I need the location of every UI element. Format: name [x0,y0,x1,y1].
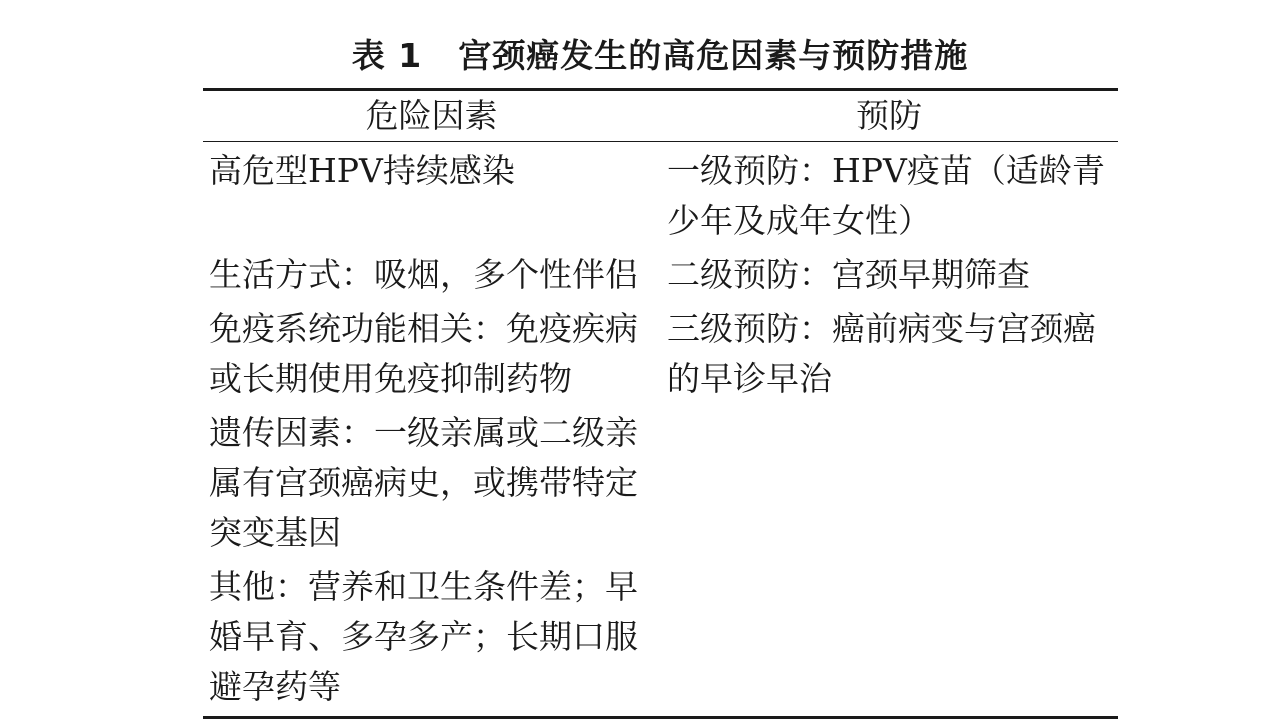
table-title [0,30,1280,82]
table-row [203,250,1118,300]
prevention-cell [660,408,1118,558]
prevention-cell: 一级预防：HPV疫苗（适龄青少年及成年女性） [667,151,1105,240]
header-prevention: 预防 [856,96,922,135]
prevention-cell [660,562,1118,712]
prevention-cell: 三级预防：癌前病变与宫颈癌的早诊早治 [667,309,1096,398]
risk-cell: 生活方式：吸烟，多个性伴侣 [209,255,638,294]
table-number: 表 1 [351,36,423,75]
table-row [203,408,1118,558]
prevention-cell: 二级预防：宫颈早期筛查 [667,255,1030,294]
risk-cell: 遗传因素：一级亲属或二级亲属有宫颈癌病史，或携带特定突变基因 [209,413,638,552]
table-header [203,91,1118,142]
table-row [203,304,1118,404]
risk-cell: 免疫系统功能相关：免疫疾病或长期使用免疫抑制药物 [209,309,638,398]
table-body [203,142,1118,716]
table-row [203,562,1118,712]
risk-cell: 其他：营养和卫生条件差；早婚早育、多孕多产；长期口服避孕药等 [209,567,638,706]
risk-cell: 高危型HPV持续感染 [209,151,515,190]
header-risk-factors: 危险因素 [365,96,498,135]
table-caption: 宫颈癌发生的高危因素与预防措施 [458,36,969,75]
risk-prevention-table [203,88,1118,719]
table-row [203,146,1118,246]
